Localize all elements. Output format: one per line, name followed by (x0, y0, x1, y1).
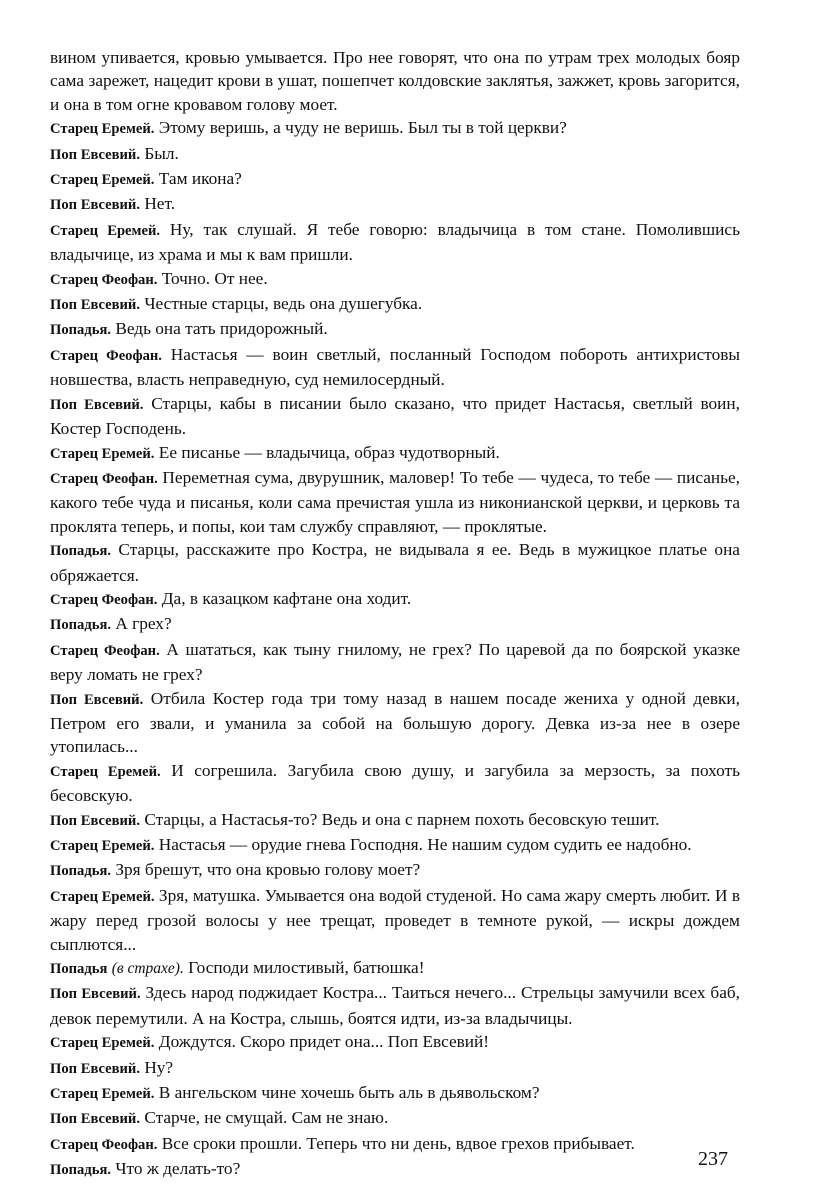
speaker-name: Старец Еремей. (50, 1086, 155, 1103)
stage-direction: (в страхе). (111, 960, 184, 978)
speaker-name: Старец Феофан. (50, 1136, 158, 1153)
line-text: Был. (144, 143, 179, 163)
speaker-name: Старец Еремей. (50, 121, 155, 138)
speaker-name: Старец Еремей. (50, 172, 155, 189)
speaker-name: Попадья (50, 961, 108, 978)
dialogue-line (50, 142, 740, 167)
dialogue-line (50, 1157, 740, 1182)
dialogue-line (50, 1132, 740, 1157)
dialogue-line (50, 833, 740, 858)
speaker-name: Поп Евсевий. (50, 812, 140, 829)
line-text: Ну? (144, 1057, 174, 1077)
line-text: Зря, матушка. Умывается она водой студеной. Но сама жару смерть любит. И в жару перед грозой волосы у нее трещат, проведет в темноте рукой, — искры дождем сыплются... (50, 885, 741, 954)
dialogue-line (50, 1030, 740, 1055)
line-text: А грех? (115, 614, 172, 634)
dialogue-line (50, 116, 740, 141)
speaker-name: Старец Феофан. (50, 591, 158, 608)
speaker-name: Старец Еремей. (50, 222, 161, 239)
speaker-name: Поп Евсевий. (50, 1111, 140, 1128)
speaker-name: Поп Евсевий. (50, 197, 140, 214)
speaker-name: Старец Феофан. (50, 347, 162, 364)
speaker-name: Поп Евсевий. (50, 1060, 140, 1077)
speaker-name: Попадья. (50, 1162, 111, 1179)
line-text: Старцы, а Настасья-то? Ведь и она с парнем похоть бесовскую тешит. (144, 809, 660, 829)
line-text: Здесь народ поджидает Костра... Таиться нечего... Стрельцы замучили всех баб, девок перемутили. А на Костра, слышь, боятся идти, из-за владычицы. (50, 983, 740, 1028)
line-text: Старче, не смущай. Сам не знаю. (144, 1108, 389, 1128)
page-number: 237 (698, 1148, 728, 1170)
line-text: Что ж делать-то? (115, 1159, 241, 1179)
dialogue-line (50, 167, 740, 192)
speaker-name: Поп Евсевий. (50, 691, 144, 708)
line-text: Настасья — воин светлый, посланный Господом побороть антихристовы новшества, власть неправедную, суд немилосердный. (50, 344, 741, 390)
dialogue-line (50, 884, 740, 956)
dialogue-line (50, 1056, 740, 1081)
dialogue-line (50, 292, 740, 317)
dialogue-line (50, 1106, 740, 1131)
dialogue-line (50, 858, 740, 883)
speaker-name: Старец Феофан. (50, 271, 158, 288)
dialogue-line (50, 466, 740, 538)
dialogue-line (50, 808, 740, 833)
dialogue-line (50, 343, 740, 392)
dialogue-line (50, 392, 740, 441)
speaker-name: Старец Феофан. (50, 642, 160, 659)
dialogue-line (50, 317, 740, 342)
speaker-name: Старец Еремей. (50, 763, 161, 780)
dialogue-line (50, 956, 740, 981)
line-text: Настасья — орудие гнева Господня. Не нашим судом судить ее надобно. (158, 835, 692, 854)
speaker-name: Старец Еремей. (50, 1035, 155, 1052)
dialogue-line (50, 638, 740, 687)
speaker-name: Поп Евсевий. (50, 396, 144, 413)
line-text: Честные старцы, ведь она душегубка. (144, 294, 423, 314)
speaker-name: Старец Еремей. (50, 888, 155, 905)
dialogue (50, 116, 740, 1182)
speaker-name: Попадья. (50, 543, 111, 560)
line-text: В ангельском чине хочешь быть аль в дьявольском? (158, 1083, 540, 1103)
line-text: Нет. (144, 194, 176, 214)
continuation-paragraph: вином упивается, кровью умывается. Про нее говорят, что она по утрам трех молодых бояр сама зарежет, нацедит крови в ушат, пошепчет колдовские заклятья, зажжет, кровь загорится, и она в том огне кровавом голову моет. (50, 48, 740, 114)
line-text: Переметная сума, двурушник, маловер! То тебе — чудеса, то тебе — писанье, какого тебе чуда и писанья, коли сама пречистая ушла из никонианской церкви, и церковь та проклята теперь, и попы, кои там службу справляют, — проклятые. (50, 467, 740, 536)
line-text: Отбила Костер года три тому назад в нашем посаде жениха у одной девки, Петром его звали, и уманила за собой на большую дорогу. Девка из-за нее в озере утопилась... (50, 688, 740, 757)
line-text: Там икона? (158, 169, 242, 189)
speaker-name: Попадья. (50, 322, 111, 339)
dialogue-line (50, 1081, 740, 1106)
dialogue-line (50, 218, 740, 267)
line-text: Ну, так слушай. Я тебе говорю: владычица в том стане. Помолившись владычице, из храма и мы к вам пришли. (50, 219, 740, 265)
dialogue-line (50, 441, 740, 466)
speaker-name: Поп Евсевий. (50, 146, 140, 163)
dialogue-line (50, 267, 740, 292)
dialogue-line (50, 981, 740, 1030)
line-text: Зря брешут, что она кровью голову моет? (115, 860, 421, 880)
line-text: Да, в казацком кафтане она ходит. (161, 588, 412, 608)
speaker-name: Старец Еремей. (50, 838, 155, 854)
dialogue-line (50, 612, 740, 637)
dialogue-line (50, 538, 740, 587)
line-text: А шататься, как тыну гнилому, не грех? По царевой да по боярской указке веру ломать не грех? (50, 639, 740, 685)
line-text: И согрешила. Загубила свою душу, и загубила за мерзость, за похоть бесовскую. (50, 760, 740, 806)
speaker-name: Поп Евсевий. (50, 297, 140, 314)
line-text: Ведь она тать придорожный. (115, 319, 328, 339)
dialogue-line (50, 192, 740, 217)
dialogue-line (50, 587, 740, 612)
line-text: Этому веришь, а чуду не веришь. Был ты в той церкви? (158, 118, 567, 138)
line-text: Ее писанье — владычица, образ чудотворный. (158, 442, 500, 462)
speaker-name: Попадья. (50, 617, 111, 634)
line-text: Старцы, расскажите про Костра, не видывала я ее. Ведь в мужицкое платье она обряжается. (50, 540, 740, 585)
play-text (50, 46, 740, 1183)
speaker-name: Поп Евсевий. (50, 986, 141, 1003)
line-text: Все сроки прошли. Теперь что ни день, вдвое грехов прибывает. (161, 1133, 635, 1153)
speaker-name: Старец Еремей. (50, 445, 155, 462)
line-text: Господи милостивый, батюшка! (188, 958, 425, 978)
dialogue-line (50, 759, 740, 808)
line-text: Старцы, кабы в писании было сказано, что придет Настасья, светлый воин, Костер Господень. (50, 393, 740, 439)
dialogue-line (50, 687, 740, 759)
line-text: Точно. От нее. (161, 268, 268, 288)
speaker-name: Попадья. (50, 863, 111, 880)
speaker-name: Старец Феофан. (50, 470, 158, 487)
line-text: Дождутся. Скоро придет она... Поп Евсевий! (158, 1032, 490, 1052)
